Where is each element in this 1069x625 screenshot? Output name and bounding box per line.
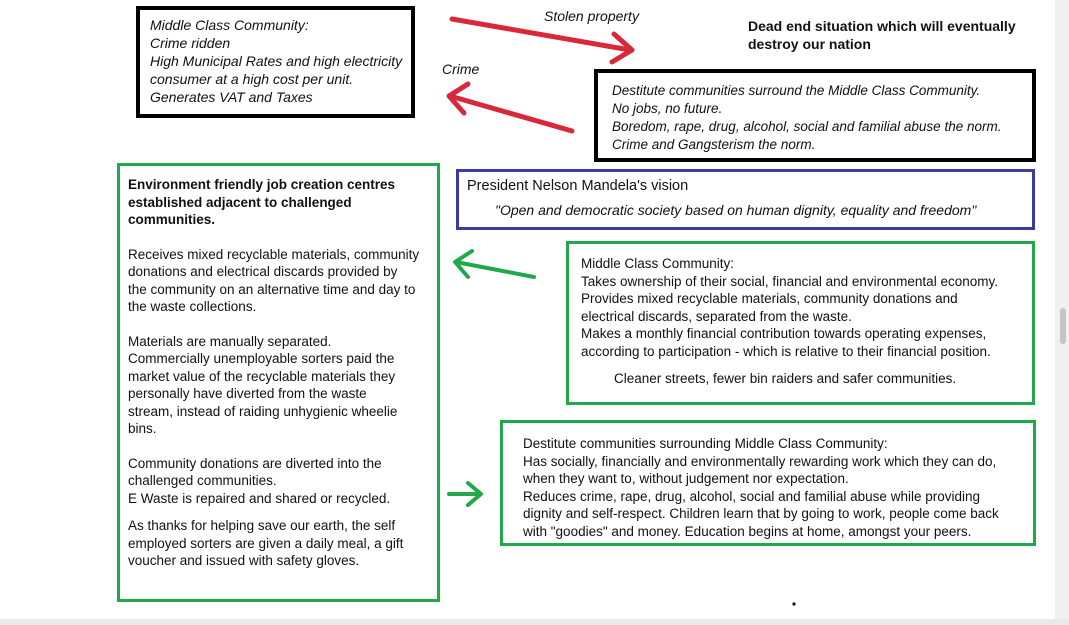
horizontal-scrollbar[interactable]	[0, 619, 1069, 625]
box-line: Crime ridden	[150, 35, 231, 51]
para-line: challenged communities.	[128, 473, 277, 488]
para-line: employed sorters are given a daily meal, a gift	[128, 535, 404, 551]
para-line: Commercially unemployable sorters paid the	[128, 351, 395, 366]
green-arrow-right	[449, 483, 481, 505]
box-line: Generates VAT and Taxes	[150, 89, 313, 105]
para-line: E Waste is repaired and shared or recycled.	[128, 490, 391, 506]
heading-line: established adjacent to challenged	[128, 194, 352, 210]
para-line: donations and electrical discards provided by	[128, 264, 398, 279]
para-line: As thanks for helping save our earth, the self	[128, 518, 396, 533]
crime-arrow	[449, 84, 572, 131]
box-line: Destitute communities surrounding Middle Class Community:	[523, 436, 888, 451]
box-line: Takes ownership of their social, financial and environmental economy.	[581, 273, 998, 289]
crime-label: Crime	[442, 61, 480, 77]
box-line: Makes a monthly financial contribution towards operating expenses,	[581, 326, 987, 341]
box-line: Middle Class Community:	[150, 17, 309, 33]
box-line: when they want to, without judgement nor expectation.	[523, 471, 849, 486]
para-line: Receives mixed recyclable materials, community	[128, 246, 420, 262]
stolen-property-label: Stolen property	[544, 8, 639, 24]
box-line: consumer at a high cost per unit.	[150, 71, 354, 87]
dead-end-line: Dead end situation which will eventually	[748, 18, 1016, 34]
green-arrow-left	[455, 251, 534, 277]
box-line: Reduces crime, rape, drug, alcohol, social and familial abuse while providing	[523, 488, 980, 504]
para-line: the waste collections.	[128, 299, 257, 314]
box-line: Crime and Gangsterism the norm.	[612, 137, 816, 152]
para-line: market value of the recyclable materials they	[128, 368, 396, 384]
para-line: personally have diverted from the waste	[128, 386, 367, 401]
box-line: according to participation - which is relative to their financial position.	[581, 343, 991, 359]
box-line: with "goodies" and money. Education begins at home, amongst your peers.	[523, 523, 972, 539]
stray-dot	[792, 602, 795, 605]
heading-line: Environment friendly job creation centres	[128, 177, 396, 192]
box-footer: Cleaner streets, fewer bin raiders and safer communities.	[614, 371, 957, 386]
box-line: No jobs, no future.	[612, 101, 723, 116]
box-line: High Municipal Rates and high electricity	[150, 53, 403, 69]
para-line: the community on an alternative time and day to	[128, 281, 416, 297]
vision-quote: "Open and democratic society based on human dignity, equality and freedom"	[495, 202, 977, 218]
dead-end-line: destroy our nation	[748, 36, 871, 52]
vision-title: President Nelson Mandela's vision	[467, 178, 689, 194]
para-line: voucher and issued with safety gloves.	[128, 553, 360, 568]
scrollbar-thumb[interactable]	[1060, 308, 1066, 344]
para-line: bins.	[128, 421, 157, 436]
vertical-scrollbar[interactable]	[1055, 0, 1069, 625]
box-line: Middle Class Community:	[581, 256, 735, 271]
box-line: dignity and self-respect. Children learn that by going to work, people come back	[523, 506, 999, 521]
para-line: stream, instead of raiding unhygienic wheelie	[128, 403, 398, 419]
box-line: Has socially, financially and environmentally rewarding work which they can do,	[523, 453, 997, 469]
box-line: Destitute communities surround the Middle Class Community.	[612, 83, 981, 98]
stolen-property-arrow	[452, 19, 632, 62]
heading-line: communities.	[128, 212, 216, 227]
box-line: electrical discards, separated from the waste.	[581, 308, 852, 324]
para-line: Materials are manually separated.	[128, 333, 332, 349]
box-line: Provides mixed recyclable materials, community donations and	[581, 291, 958, 306]
box-line: Boredom, rape, drug, alcohol, social and familial abuse the norm.	[612, 119, 1002, 134]
para-line: Community donations are diverted into the	[128, 455, 382, 471]
